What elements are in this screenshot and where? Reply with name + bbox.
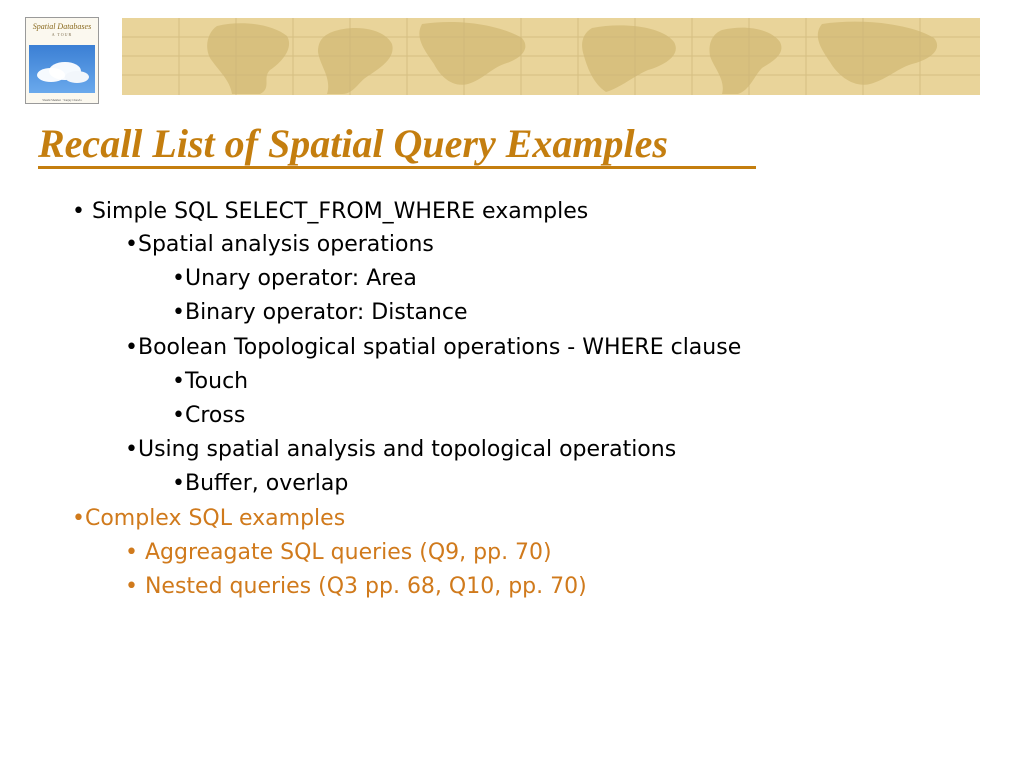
- book-cover-sky-image: [29, 45, 95, 93]
- bullet-item: •Unary operator: Area: [172, 266, 417, 291]
- book-cover-thumbnail: [25, 17, 99, 104]
- bullet-item: •Spatial analysis operations: [125, 232, 434, 257]
- book-cover-authors: Shashi Shekhar · Sanjay Chawla: [42, 98, 82, 102]
- bullet-item: • Simple SQL SELECT_FROM_WHERE examples: [72, 199, 589, 224]
- bullet-item: •Using spatial analysis and topological operations: [125, 437, 677, 462]
- slide-title: Recall List of Spatial Query Examples: [38, 121, 668, 166]
- title-underline: [38, 166, 756, 169]
- book-cover-subtitle: A TOUR: [51, 32, 73, 37]
- header-banner: [122, 18, 980, 95]
- world-map-graphic: [122, 18, 980, 95]
- bullet-item: •Boolean Topological spatial operations - WHERE clause: [125, 335, 742, 360]
- bullet-item-highlight: •Complex SQL examples: [72, 506, 346, 531]
- bullet-item: •Buffer, overlap: [172, 471, 349, 496]
- book-cover-title: Spatial Databases: [32, 22, 92, 31]
- bullet-item: •Touch: [172, 369, 249, 394]
- bullet-item-highlight: • Aggreagate SQL queries (Q9, pp. 70): [125, 540, 552, 565]
- bullet-item: •Binary operator: Distance: [172, 300, 468, 325]
- bullet-item-highlight: • Nested queries (Q3 pp. 68, Q10, pp. 70): [125, 574, 587, 599]
- bullet-item: •Cross: [172, 403, 246, 428]
